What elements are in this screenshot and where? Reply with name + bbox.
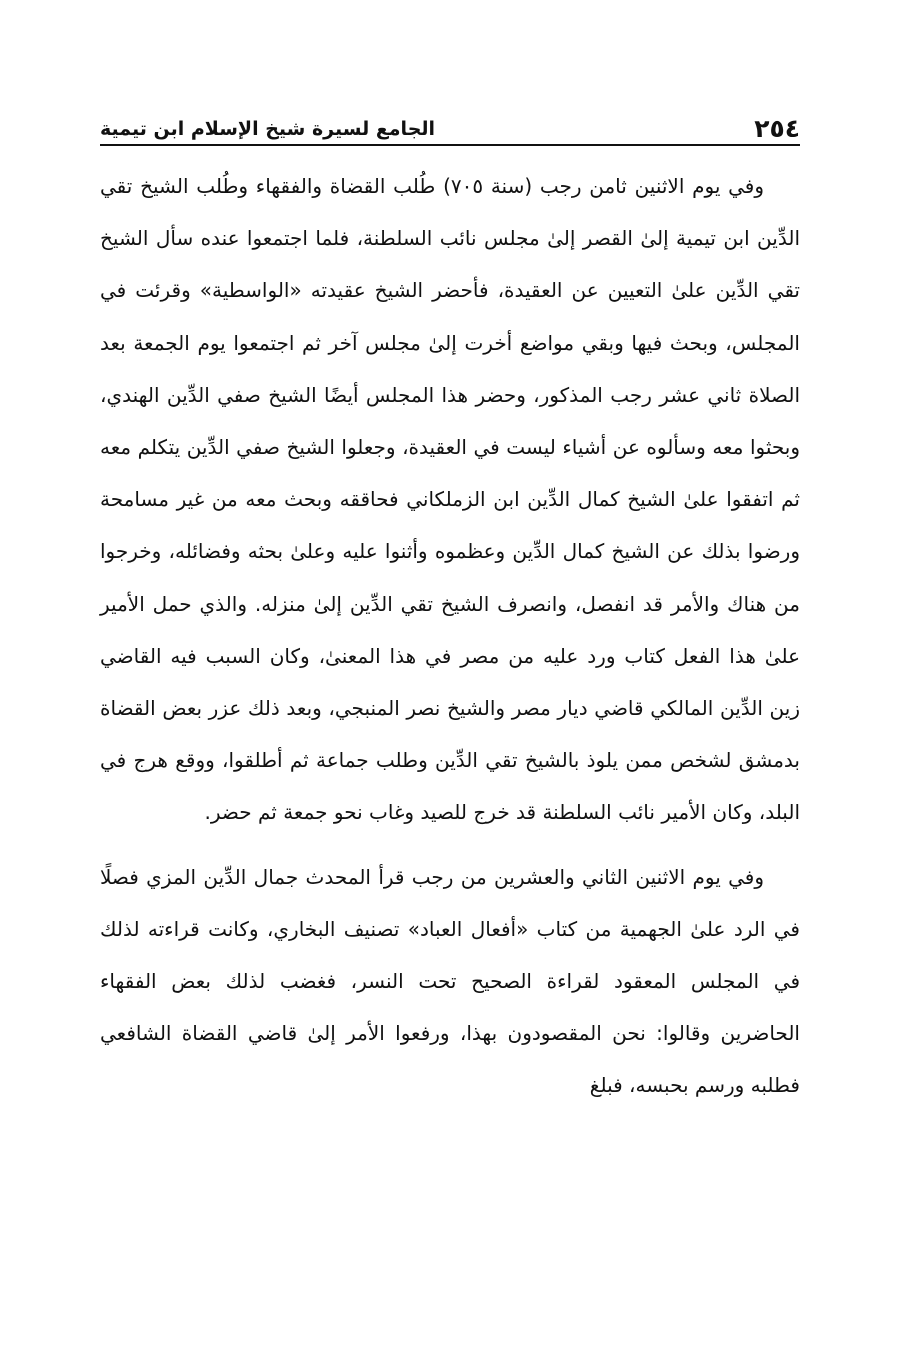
paragraph-rajab-8: وفي يوم الاثنين ثامن رجب (سنة ٧٠٥) طُلب القضاة والفقهاء وطُلب الشيخ تقي الدِّين ابن تيمية إلىٰ القصر إلىٰ مجلس نائب السلطنة، فلما اجتمعوا عنده سأل الشيخ تقي الدِّين علىٰ التعيين عن العقيدة، فأحضر الشيخ عقيدته «الواسطية» وقرئت في المجلس، وبحث فيها وبقي مواضع أخرت إلىٰ مجلس آخر ثم اجتمعوا يوم الجمعة بعد الصلاة ثاني عشر رجب المذكور، وحضر هذا المجلس أيضًا الشيخ صفي الدِّين الهندي، وبحثوا معه وسألوه عن أشياء ليست في العقيدة، وجعلوا الشيخ صفي الدِّين يتكلم معه ثم اتفقوا علىٰ الشيخ كمال الدِّين ابن الزملكاني فحاققه وبحث معه من غير مسامحة ورضوا بذلك عن الشيخ كمال الدِّين وعظموه وأثنوا عليه وعلىٰ بحثه وفضائله، وخرجوا من هناك والأمر قد انفصل، وانصرف الشيخ تقي الدِّين إلىٰ منزله. والذي حمل الأمير علىٰ هذا الفعل كتاب ورد عليه من مصر في هذا المعنىٰ، وكان السبب فيه القاضي زين الدِّين المالكي قاضي ديار مصر والشيخ نصر المنبجي، وبعد ذلك عزر بعض القضاة بدمشق لشخص ممن يلوذ بالشيخ تقي الدِّين وطلب جماعة ثم أطلقوا، ووقع هرج في البلد، وكان الأمير نائب السلطنة قد خرج للصيد وغاب نحو جمعة ثم حضر. — [100, 174, 800, 825]
page-number: ٢٥٤ — [754, 114, 800, 143]
body-text — [100, 160, 800, 1112]
paragraph-rajab-22: وفي يوم الاثنين الثاني والعشرين من رجب قرأ المحدث جمال الدِّين المزي فصلًا في الرد علىٰ الجهمية من كتاب «أفعال العباد» تصنيف البخاري، وكانت قراءته لذلك في المجلس المعقود لقراءة الصحيح تحت النسر، فغضب لذلك بعض الفقهاء الحاضرين وقالوا: نحن المقصودون بهذا، ورفعوا الأمر إلىٰ قاضي القضاة الشافعي فطلبه ورسم بحبسه، فبلغ — [100, 864, 800, 1098]
page-header — [100, 108, 800, 144]
running-title: الجامع لسيرة شيخ الإسلام ابن تيمية — [100, 118, 436, 140]
header-rule — [100, 144, 800, 146]
